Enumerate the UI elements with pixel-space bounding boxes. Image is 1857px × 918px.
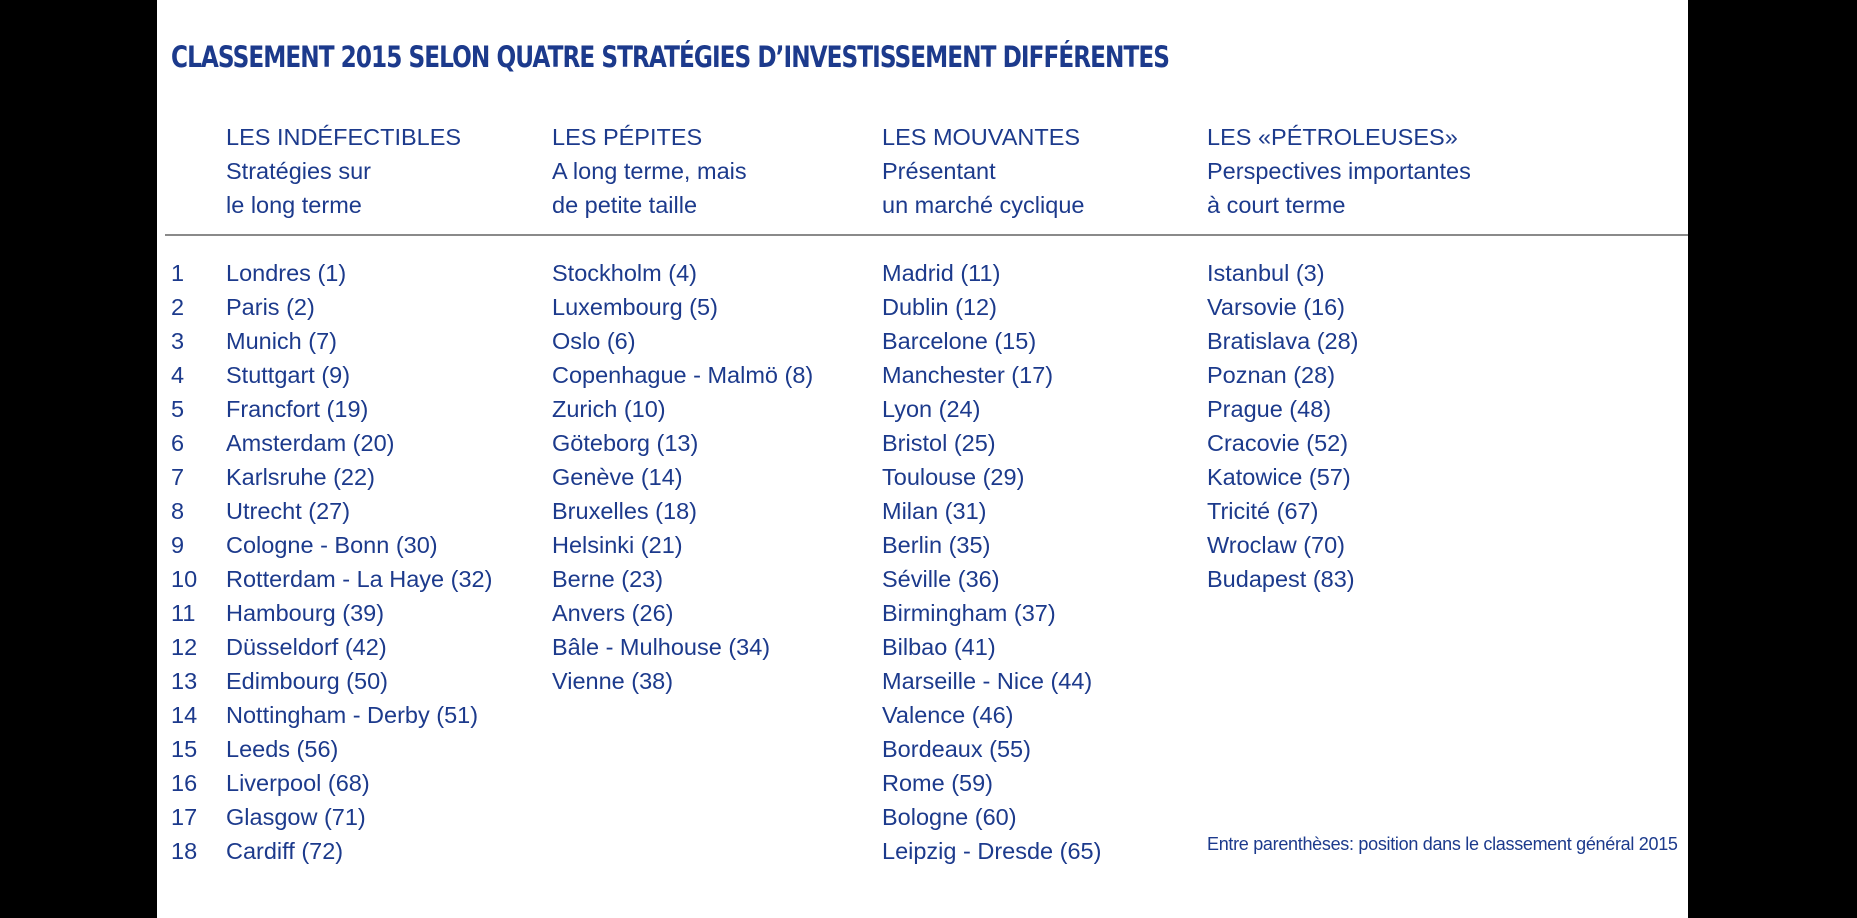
column-subheading: A long terme, mais bbox=[552, 158, 747, 184]
city-entry: Valence (46) bbox=[882, 702, 1014, 728]
column-header-indefectibles bbox=[226, 120, 461, 222]
rank-number: 13 bbox=[171, 668, 198, 694]
city-list-mouvantes bbox=[882, 256, 1101, 868]
city-entry: Leeds (56) bbox=[226, 736, 339, 762]
city-entry: Birmingham (37) bbox=[882, 600, 1056, 626]
rank-number: 6 bbox=[171, 430, 185, 456]
city-entry: Stuttgart (9) bbox=[226, 362, 351, 388]
city-entry: Rome (59) bbox=[882, 770, 994, 796]
city-entry: Dublin (12) bbox=[882, 294, 997, 320]
rank-number: 18 bbox=[171, 838, 198, 864]
column-heading: LES INDÉFECTIBLES bbox=[226, 124, 462, 150]
city-entry: Berlin (35) bbox=[882, 532, 991, 558]
city-entry: Rotterdam - La Haye (32) bbox=[226, 566, 493, 592]
city-entry: Bruxelles (18) bbox=[552, 498, 697, 524]
city-entry: Zurich (10) bbox=[552, 396, 666, 422]
city-entry: Vienne (38) bbox=[552, 668, 674, 694]
footnote: Entre parenthèses: position dans le classement général 2015 bbox=[1207, 834, 1678, 854]
column-subheading: à court terme bbox=[1207, 192, 1346, 218]
column-subheading: le long terme bbox=[226, 192, 362, 218]
city-entry: Helsinki (21) bbox=[552, 532, 683, 558]
city-entry: Glasgow (71) bbox=[226, 804, 366, 830]
city-entry: Paris (2) bbox=[226, 294, 315, 320]
column-header-mouvantes bbox=[882, 120, 1084, 222]
rank-number: 7 bbox=[171, 464, 185, 490]
rank-number: 4 bbox=[171, 362, 185, 388]
city-entry: Cologne - Bonn (30) bbox=[226, 532, 438, 558]
city-entry: Varsovie (16) bbox=[1207, 294, 1346, 320]
city-entry: Wroclaw (70) bbox=[1207, 532, 1345, 558]
city-entry: Karlsruhe (22) bbox=[226, 464, 375, 490]
city-entry: Edimbourg (50) bbox=[226, 668, 388, 694]
city-entry: Cracovie (52) bbox=[1207, 430, 1349, 456]
rank-number: 11 bbox=[171, 600, 196, 626]
column-heading: LES PÉPITES bbox=[552, 124, 703, 150]
rank-number: 17 bbox=[171, 804, 198, 830]
city-entry: Tricité (67) bbox=[1207, 498, 1319, 524]
rank-number: 5 bbox=[171, 396, 185, 422]
column-subheading: Stratégies sur bbox=[226, 158, 371, 184]
city-entry: Bilbao (41) bbox=[882, 634, 996, 660]
column-subheading: Perspectives importantes bbox=[1207, 158, 1471, 184]
city-entry: Manchester (17) bbox=[882, 362, 1054, 388]
header-divider bbox=[165, 234, 1688, 236]
city-entry: Cardiff (72) bbox=[226, 838, 344, 864]
city-entry: Francfort (19) bbox=[226, 396, 369, 422]
city-entry: Luxembourg (5) bbox=[552, 294, 718, 320]
rank-number: 15 bbox=[171, 736, 198, 762]
city-entry: Bologne (60) bbox=[882, 804, 1017, 830]
city-entry: Anvers (26) bbox=[552, 600, 674, 626]
column-subheading: de petite taille bbox=[552, 192, 698, 218]
city-entry: Bâle - Mulhouse (34) bbox=[552, 634, 771, 660]
column-subheading: un marché cyclique bbox=[882, 192, 1085, 218]
city-entry: Nottingham - Derby (51) bbox=[226, 702, 479, 728]
city-entry: Katowice (57) bbox=[1207, 464, 1351, 490]
city-entry: Stockholm (4) bbox=[552, 260, 697, 286]
city-entry: Düsseldorf (42) bbox=[226, 634, 387, 660]
rank-number: 2 bbox=[171, 294, 185, 320]
city-entry: Amsterdam (20) bbox=[226, 430, 395, 456]
city-entry: Berne (23) bbox=[552, 566, 664, 592]
city-entry: Bordeaux (55) bbox=[882, 736, 1031, 762]
rank-number: 12 bbox=[171, 634, 198, 660]
city-entry: Copenhague - Malmö (8) bbox=[552, 362, 814, 388]
city-entry: Bratislava (28) bbox=[1207, 328, 1359, 354]
city-entry: Toulouse (29) bbox=[882, 464, 1025, 490]
column-subheading: Présentant bbox=[882, 158, 996, 184]
column-heading: LES «PÉTROLEUSES» bbox=[1207, 124, 1458, 150]
city-list-pepites bbox=[552, 256, 813, 698]
city-list-petroleuses bbox=[1207, 256, 1359, 596]
city-entry: Londres (1) bbox=[226, 260, 347, 286]
rank-number: 14 bbox=[171, 702, 198, 728]
city-entry: Liverpool (68) bbox=[226, 770, 370, 796]
city-entry: Utrecht (27) bbox=[226, 498, 351, 524]
city-entry: Lyon (24) bbox=[882, 396, 981, 422]
city-entry: Bristol (25) bbox=[882, 430, 996, 456]
city-entry: Hambourg (39) bbox=[226, 600, 385, 626]
city-entry: Budapest (83) bbox=[1207, 566, 1355, 592]
city-list-indefectibles bbox=[226, 256, 492, 868]
rank-numbers bbox=[171, 256, 197, 868]
city-entry: Göteborg (13) bbox=[552, 430, 699, 456]
city-entry: Prague (48) bbox=[1207, 396, 1332, 422]
rank-number: 3 bbox=[171, 328, 185, 354]
rank-number: 16 bbox=[171, 770, 198, 796]
rank-number: 10 bbox=[171, 566, 198, 592]
column-header-petroleuses bbox=[1207, 120, 1471, 222]
city-entry: Genève (14) bbox=[552, 464, 683, 490]
city-entry: Leipzig - Dresde (65) bbox=[882, 838, 1102, 864]
rank-number: 1 bbox=[171, 260, 185, 286]
column-header-pepites bbox=[552, 120, 747, 222]
city-entry: Poznan (28) bbox=[1207, 362, 1336, 388]
rank-number: 9 bbox=[171, 532, 185, 558]
city-entry: Madrid (11) bbox=[882, 260, 1001, 286]
city-entry: Oslo (6) bbox=[552, 328, 636, 354]
ranking-panel bbox=[157, 0, 1688, 918]
city-entry: Munich (7) bbox=[226, 328, 338, 354]
city-entry: Séville (36) bbox=[882, 566, 1000, 592]
city-entry: Istanbul (3) bbox=[1207, 260, 1325, 286]
city-entry: Milan (31) bbox=[882, 498, 987, 524]
rank-number: 8 bbox=[171, 498, 185, 524]
page-title: CLASSEMENT 2015 SELON QUATRE STRATÉGIES D’INVESTISSEMENT DIFFÉRENTES bbox=[171, 40, 1170, 74]
column-heading: LES MOUVANTES bbox=[882, 124, 1081, 150]
city-entry: Barcelone (15) bbox=[882, 328, 1037, 354]
city-entry: Marseille - Nice (44) bbox=[882, 668, 1093, 694]
